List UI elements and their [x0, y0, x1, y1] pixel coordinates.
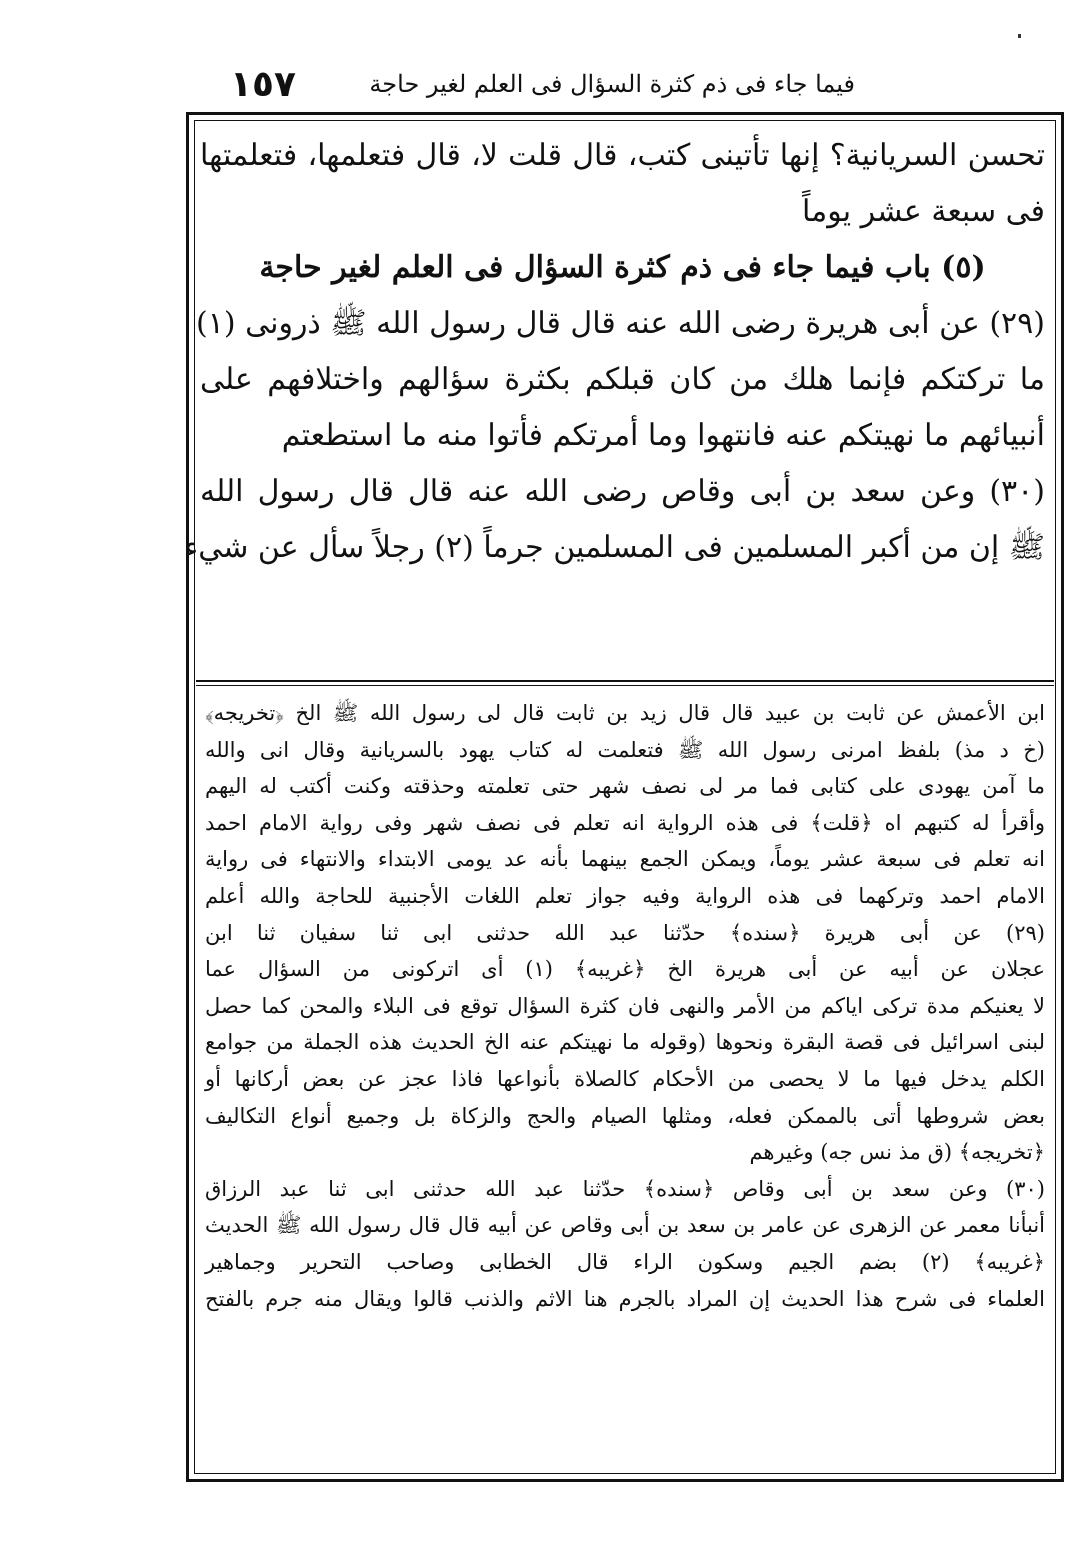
note-line: وأقرأ له كتبهم اه ﴿قلت﴾ فى هذه الرواية انه تعلم فى نصف شهر وفى رواية الامام احمد	[205, 810, 1045, 835]
page-number: ١٥٧	[230, 64, 296, 105]
note-line: لا يعنيكم مدة تركى اياكم من الأمر والنهى فان كثرة السؤال توقع فى البلاء والمحن كما حصل	[205, 993, 1045, 1018]
main-text	[184, 128, 1045, 674]
hadith-30-line: ﷺ إن من أكبر المسلمين فى المسلمين جرماً (٢) رجلاً سأل عن شيء	[184, 530, 1045, 565]
note-line: الامام احمد وتركهما فى هذه الرواية وفيه جواز تعلم اللغات الأجنبية للحاجة والله أعلم	[205, 883, 1045, 908]
note-line: أنبأنا معمر عن الزهرى عن عامر بن سعد بن أبى وقاص عن أبيه قال قال رسول الله ﷺ الحديث	[205, 1213, 1045, 1238]
hadith-29-line: ما تركتكم فإنما هلك من كان قبلكم بكثرة سؤالهم واختلافهم على	[200, 362, 1045, 397]
section-divider-thin	[196, 685, 1054, 686]
note-line: العلماء فى شرح هذا الحديث إن المراد بالجرم هنا الاثم والذنب قالوا ويقال منه جرم بالفتح	[205, 1286, 1045, 1311]
note-line: ﴿تخريجه﴾ (ق مذ نس جه) وغيرهم	[749, 1140, 1045, 1165]
note-line: (٢٩) عن أبى هريرة ﴿سنده﴾ حدّثنا عبد الله حدثنى ابى ثنا سفيان ثنا ابن	[205, 920, 1045, 945]
note-line: ابن الأعمش عن ثابت بن عبيد قال قال زيد بن ثابت قال لى رسول الله ﷺ الخ ﴿تخريجه﴾	[205, 701, 1045, 725]
chapter-heading: (٥) باب فيما جاء فى ذم كثرة السؤال فى العلم لغير حاجة	[259, 250, 986, 285]
hadith-29-line: (٢٩) عن أبى هريرة رضى الله عنه قال قال رسول الله ﷺ ذرونى (١)	[196, 306, 1045, 341]
note-line: (خ د مذ) بلفظ امرنى رسول الله ﷺ فتعلمت له كتاب يهود بالسريانية وقال انى والله	[205, 737, 1045, 762]
hadith-30-line: (٣٠) وعن سعد بن أبى وقاص رضى الله عنه قال قال رسول الله	[200, 474, 1045, 509]
note-line: ما آمن يهودى على كتابى فما مر لى نصف شهر حتى تعلمته وحذقته وكنت أكتب له اليهم	[205, 774, 1045, 799]
note-line: (٣٠) وعن سعد بن أبى وقاص ﴿سنده﴾ حدّثنا عبد الله حدثنى ابى ثنا عبد الرزاق	[205, 1176, 1045, 1201]
section-divider	[196, 680, 1054, 682]
note-line: انه تعلم فى سبعة عشر يوماً، ويمكن الجمع بينهما بأنه عد يومى الابتداء والانتهاء فى رواية	[205, 847, 1045, 872]
page-header	[215, 62, 1055, 112]
main-text-line: فى سبعة عشر يوماً	[802, 194, 1045, 229]
page-speck	[1018, 34, 1021, 38]
note-line: عجلان عن أبيه عن أبى هريرة الخ ﴿غريبه﴾ (١) أى اتركونى من السؤال عما	[205, 957, 1045, 982]
note-line: بعض شروطها أتى بالممكن فعله، ومثلها الصيام والحج والزكاة بل وجميع أنواع التكاليف	[205, 1103, 1045, 1128]
commentary-notes	[205, 695, 1045, 1317]
note-line: الكلم يدخل فيها ما لا يحصى من الأحكام كالصلاة بأنواعها فاذا عجز عن بعض أركانها أو	[205, 1066, 1045, 1091]
running-title: فيما جاء فى ذم كثرة السؤال فى العلم لغير حاجة	[369, 70, 855, 98]
main-text-line: تحسن السريانية؟ إنها تأتينى كتب، قال قلت لا، قال فتعلمها، فتعلمتها	[200, 138, 1045, 173]
note-line: ﴿غريبه﴾ (٢) بضم الجيم وسكون الراء قال الخطابى وصاحب التحرير وجماهير	[205, 1249, 1045, 1274]
note-line: لبنى اسرائيل فى قصة البقرة ونحوها (وقوله ما نهيتكم عنه الخ الحديث هذه الجملة من جوامع	[205, 1030, 1045, 1055]
hadith-29-line: أنبيائهم ما نهيتكم عنه فانتهوا وما أمرتكم فأتوا منه ما استطعتم	[281, 418, 1045, 453]
